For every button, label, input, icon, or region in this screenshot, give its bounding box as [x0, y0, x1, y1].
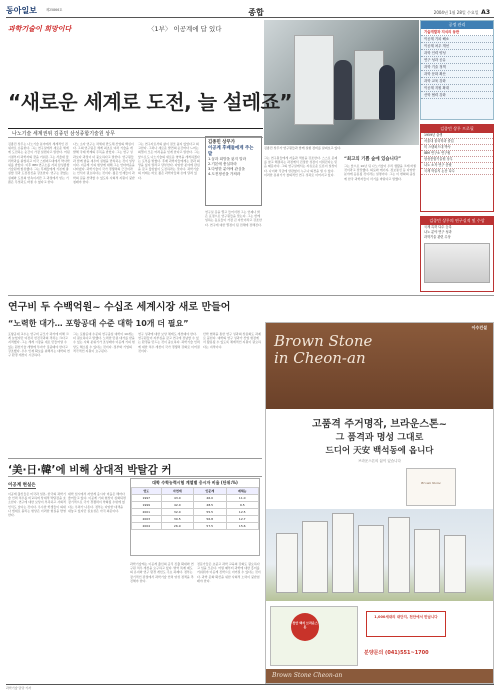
table-cell: 48.5 — [194, 502, 226, 509]
info-box-subtitle: 이공계 후배들에게 주는 말 — [208, 146, 254, 157]
ad-highlight-box: 1,000세대의 대단지, 천안에서 만납니다 — [366, 611, 446, 637]
ad-brand-line: Brown Stone — [274, 332, 373, 350]
achievement-chart-image — [424, 243, 490, 283]
article-col: 연구실 문을 열고 들어서면 그는 언제나 밝은 표정으로 연구원들을 맞는다. 그는 함께 일하는 동료들이 가장 큰 자산이라고 강조한다. 연구에 대한 열정이 팀 전체에 전해진다. — [205, 210, 262, 227]
photo-caption: 김종민 상무가 연구원들과 함께 실험 장비를 살펴보고 있다. — [264, 146, 342, 150]
info-item: 1.꿈과 희망을 잃지 말라 — [208, 157, 247, 161]
table-row — [132, 523, 259, 530]
third-headline: ‘美·日·韓’에 비해 상대적 박탈감 커 — [8, 464, 172, 476]
page-footer: 과학기술 담당 기자 — [6, 684, 494, 690]
table-cell: 9.5 — [226, 502, 259, 509]
article-col: 전문가들은 초중고 과학 교육의 강화도 필요하다고 입을 모은다. 어릴 때부터 과학에 대한 흥미를 키워줘야 이공계 진학으로 이어질 수 있다는 것이다. 과학 문화 확산을 위한 사회적 노력이 뒷받침돼야 한다. — [197, 562, 261, 583]
table-cell: 15.6 — [226, 523, 259, 530]
ad-footer: Brown Stone Cheon-an — [266, 669, 493, 683]
achievement-title: 김종민 상무의 연구실적 및 수상 — [421, 217, 493, 225]
sidebar-item[interactable]: 과학 교육 강화 — [421, 78, 493, 85]
article-col: 포항공대 교수는 연구비 규모가 과거에 비해 크게 늘었지만 여전히 선진국과의 격차는 크다고 지적했다. 그는 세계 시장을 새로 만들어낼 수 있는 원천기술 개발에 투자가 집중돼야 한다고 강조했다. 우수 인재 확보를 위해서는 대학의 연구 환경 개선이 시급하다. — [8, 332, 70, 358]
ad-company-logo: 이수건설 — [471, 325, 487, 330]
apartment-advertisement[interactable] — [265, 322, 494, 684]
article-col: 대학 입시에서 자연계 응시자 비율은 해마다 줄어들고 있다. 이공계 기피 현상이 심화되면 장기적으로 국가 경쟁력이 약화될 수밖에 없다는 우려가 나온다. 정부는 다양한 대책을 내놓고 있지만 실효성은 아직 의문이다. — [68, 492, 126, 513]
article-col: 그는 앞으로 10년 뒤 나노기술이 우리 생활을 크게 바꿀 것이라고 전망했다. 의료와 에너지, 정보통신 등 다양한 분야에 응용될 것이라는 설명이다. 그는 이 변화의 중심에 한국 과학자들이 서기를 바란다고 말했다. — [344, 164, 417, 181]
table-header: 자연계 — [161, 488, 193, 495]
ad-brochure-image — [406, 468, 456, 506]
table-cell: 1999 — [132, 502, 162, 509]
article-col: 연구 성과에 대한 보상 체계도 개선돼야 한다. 연구원들이 자부심을 갖고 연구에 전념할 수 있는 환경을 만드는 것이 중요하다. 과학기술 인력에 대한 처우 개선이 국가 경쟁력 강화로 이어질 것이다. — [138, 332, 200, 353]
ad-location-map — [270, 606, 358, 666]
profile-row: 삼성종합기술원 상무 — [421, 157, 493, 163]
kicker: 나노기술 세계권위 김종민 삼성종합기술원 상무 — [12, 131, 115, 137]
article-col: 그는 연구원들에게 자율과 책임을 강조한다. 스스로 문제를 찾고 해결하는 과정에서 진정한 성장이 이뤄진다는 믿음 때문이다. 그의 연구실에서는 자유로운 토론이 일상이다. 나이와 직급에 상관없이 누구나 의견을 낼 수 있다. 이러한 분위기가 창의적인 연구 성과로 이어지고 있다. — [264, 156, 338, 177]
ad-copy: 고품격 주거명작, 브라운스톤~ — [311, 419, 448, 430]
profile-row: 나노 소자 연구 총괄 — [421, 163, 493, 169]
right-article — [264, 156, 419, 291]
achievement-row: 과학기술 관련 수상 — [424, 235, 451, 239]
table-cell: 30.5 — [161, 516, 193, 523]
achievement-row: 국제 특허 다수 등록 — [424, 225, 452, 229]
main-headline: “새로운 세계로 도전, 늘 설레죠” — [8, 90, 293, 114]
table-cell: 56.8 — [194, 516, 226, 523]
divider — [8, 295, 494, 296]
table-title: 대학 수학능력시험 계열별 응시자 비율 (단위:%) — [152, 480, 238, 485]
sidebar-item[interactable]: 산학 협력 강화 — [421, 92, 493, 99]
section-label: 이공계 현실은 — [8, 483, 36, 488]
brochure-brand: Brown Stone — [421, 481, 441, 485]
sidebar-item[interactable]: 과학 기술 정책 — [421, 64, 493, 71]
achievement-row: 나노 분야 연구 성과 — [424, 230, 452, 234]
sidebar-item[interactable]: 과학 문화 확산 — [421, 71, 493, 78]
sidebar-item[interactable]: 이공계 처우 개선 — [421, 43, 493, 50]
table-header: 인문계 — [194, 488, 226, 495]
sidebar-title: 공정 관리 — [421, 21, 493, 29]
ad-brand-line: in Cheon-an — [274, 349, 366, 367]
sidebar-item[interactable]: 이공계 기피 해소 — [421, 36, 493, 43]
article-col: 그는 포항공대 수준의 연구중심 대학이 10개는 더 필요하다고 말했다. 노력한 만큼 대가를 받을 수 있는 사회 분위기가 조성돼야 이공계 기피 현상도 해소될 수 있다는 것이다. 정부와 기업의 적극적인 지원이 요구된다. — [73, 332, 135, 353]
profile-row: 국제 학술지 논문 다수 — [421, 169, 493, 175]
sidebar-list — [420, 20, 494, 120]
article-col: 산학 협력을 통한 연구 성과의 상용화도 과제로 꼽힌다. 대학의 연구 성과가 산업 현장에서 활용될 수 있도록 체계적인 지원이 필요하다는 지적이다. — [203, 332, 261, 349]
table-header: 예체능 — [226, 488, 259, 495]
table-row — [132, 502, 259, 509]
info-item: 3.다양한 분야에 관심을 — [208, 167, 245, 171]
table-cell: 12.5 — [226, 509, 259, 516]
table-cell: 2004 — [132, 523, 162, 530]
data-table — [130, 478, 260, 556]
ad-copy: 드디어 天安 백석동에 옵니다 — [325, 446, 434, 456]
table — [131, 487, 259, 530]
article-col: 이공계 출신들은 미국과 일본, 한국의 과학기술 인력 처우를 비교하며 상대적 박탈감을 호소한다. 연구에 대한 보상이 부족하고 사회적 인식도 낮다는 것이다. 우수한 학생들이 의대나 법대로 몰리는 현상은 이러한 현실을 반영한다. — [8, 492, 66, 518]
table-cell: 2003 — [132, 516, 162, 523]
issue-number: 제25866호 — [46, 8, 63, 12]
table-cell: 11.0 — [226, 495, 259, 502]
ad-phone[interactable]: 분양문의 (041)551~1700 — [364, 650, 429, 656]
profile-row: 서울대 물리학과 졸업 — [421, 139, 493, 145]
second-subheadline: “노력한 대가… 포항공대 수준 대학 10개 더 필요” — [8, 319, 189, 328]
section-name: 종합 — [248, 8, 264, 17]
series-slogan: 과학기술이 희망이다 — [8, 24, 72, 33]
table-cell: 2001 — [132, 509, 162, 516]
info-item: 4.도전정신을 가져라 — [208, 172, 241, 176]
profile-row: IBM 연구소 연구원 — [421, 151, 493, 157]
ad-header — [266, 323, 493, 409]
table-cell: 12.7 — [226, 516, 259, 523]
article-col: 김종민 상무는 나노기술 분야에서 세계적인 권위자로 손꼽힌다. 그는 연구실에서 새로운 세계에 도전하는 순간이 가장 설렌다고 말한다. 어린 시절부터 과학자의 꿈을 키워온 그는 서울대 물리학과를 졸업하고 미국 스탠퍼드대에서 박사학위를 받았다. 이후 IBM 연구소를 거쳐 삼성종합기술원에 합류했다. 그는 후배들에게 기본에 충실할 것과 도전정신을 강조한다. 연구는 끝없는 실패와 도전의 연속이지만 그 과정에서 얻는 기쁨은 무엇과도 바꿀 수 없다고 한다. — [8, 142, 70, 184]
article-col: 나노 소자 연구는 차세대 반도체 산업의 핵심이다. 그의 연구팀은 세계 최초로 여러 기술을 개발해 국제 학계의 주목을 받았다. 그는 연구 성과보다 과정이 더 중요하다고 말한다. 연구원들과 함께 밤을 새우며 실험을 반복하는 것이 일상이다. 이공계 기피 현상에 대해 그는 안타까움을 나타냈다. 과학기술이 국가 경쟁력의 근간이라는 인식이 필요하다는 것이다. 젊은 인재들이 과학의 길을 선택할 수 있도록 사회적 지원이 뒷받침돼야 한다. — [73, 142, 135, 184]
ad-copy: 그 품격과 명성 그대로 — [335, 433, 424, 443]
table-cell: 57.5 — [194, 523, 226, 530]
table-cell: 43.0 — [161, 495, 193, 502]
sidebar-item[interactable]: 기술개발과 지식의 동반 — [421, 29, 493, 36]
info-box-title: 김종민 상무가 — [208, 140, 235, 145]
sidebar-item[interactable]: 과학 인력 양성 — [421, 50, 493, 57]
profile-row: 미 스탠퍼드대 박사 — [421, 145, 493, 151]
ad-brand — [274, 333, 372, 367]
second-headline: 연구비 두 수백억원~ 수십조 세계시장 새로 만들어 — [8, 302, 231, 313]
table-cell: 26.9 — [161, 523, 193, 530]
lab-photo — [264, 20, 419, 145]
divider — [8, 458, 262, 459]
sidebar-item[interactable]: 연구 성과 공유 — [421, 57, 493, 64]
ad-badge: 천안 백석 브라운스톤 — [291, 613, 319, 641]
ad-tagline: 브라운스톤의 삶이 있습니다 — [358, 459, 401, 463]
table-cell: 42.0 — [161, 502, 193, 509]
divider — [8, 476, 262, 477]
info-box — [205, 136, 262, 206]
article-col: 과학기술계는 이공계 출신의 공직 진출 확대와 연구원 처우 개선을 요구하고 있다. 병역 특례 제도의 유지와 연구 환경 개선도 주요 과제다. 정부는 장기적인 관점에서 과학기술 인력 양성 정책을 추진해야 한다. — [130, 562, 194, 583]
profile-box-title: 김종민 상무 프로필 — [421, 125, 493, 133]
newspaper-logo: 동아일보 — [6, 5, 37, 15]
ad-apartment-render — [266, 509, 493, 601]
article-col: 그는 연구자로서의 삶이 결코 쉽지 않았다고 회고한다. 그러나 새로운 발견의 순간마다 느끼는 희열이 모든 어려움을 잊게 한다고 말한다. 그는 앞으로도 나노기술의 새로운 영역을 개척하겠다는 포부를 밝혔다. 후배 과학자들에게는 꿈과 희망을 잃지 말라고 당부한다. 다양한 분야에 관심을 갖고 끊임없이 도전하라는 것이다. 과학기술의 미래는 바로 젊은 과학자들의 손에 달려 있다. — [138, 142, 200, 180]
profile-row: 1959년 출생 — [421, 133, 493, 139]
profile-box — [420, 124, 494, 212]
masthead — [6, 4, 494, 18]
table-row — [132, 495, 259, 502]
sidebar-item[interactable]: 이공계 지원 확대 — [421, 85, 493, 92]
date-page: 2004년 1월 28일 수요일 A3 — [433, 9, 490, 16]
table-cell: 46.0 — [194, 495, 226, 502]
achievement-box — [420, 216, 494, 292]
table-cell: 32.0 — [161, 509, 193, 516]
pull-quote: “최고의 기쁨 숲에 있습니다” — [344, 157, 402, 162]
table-row — [132, 509, 259, 516]
table-header: 연도 — [132, 488, 162, 495]
info-item: 2.기본에 충실하라 — [208, 162, 237, 166]
table-cell: 1997 — [132, 495, 162, 502]
series-part: 〈1부〉 이공계에 답 있다 — [148, 25, 222, 33]
table-row — [132, 516, 259, 523]
table-cell: 55.5 — [194, 509, 226, 516]
